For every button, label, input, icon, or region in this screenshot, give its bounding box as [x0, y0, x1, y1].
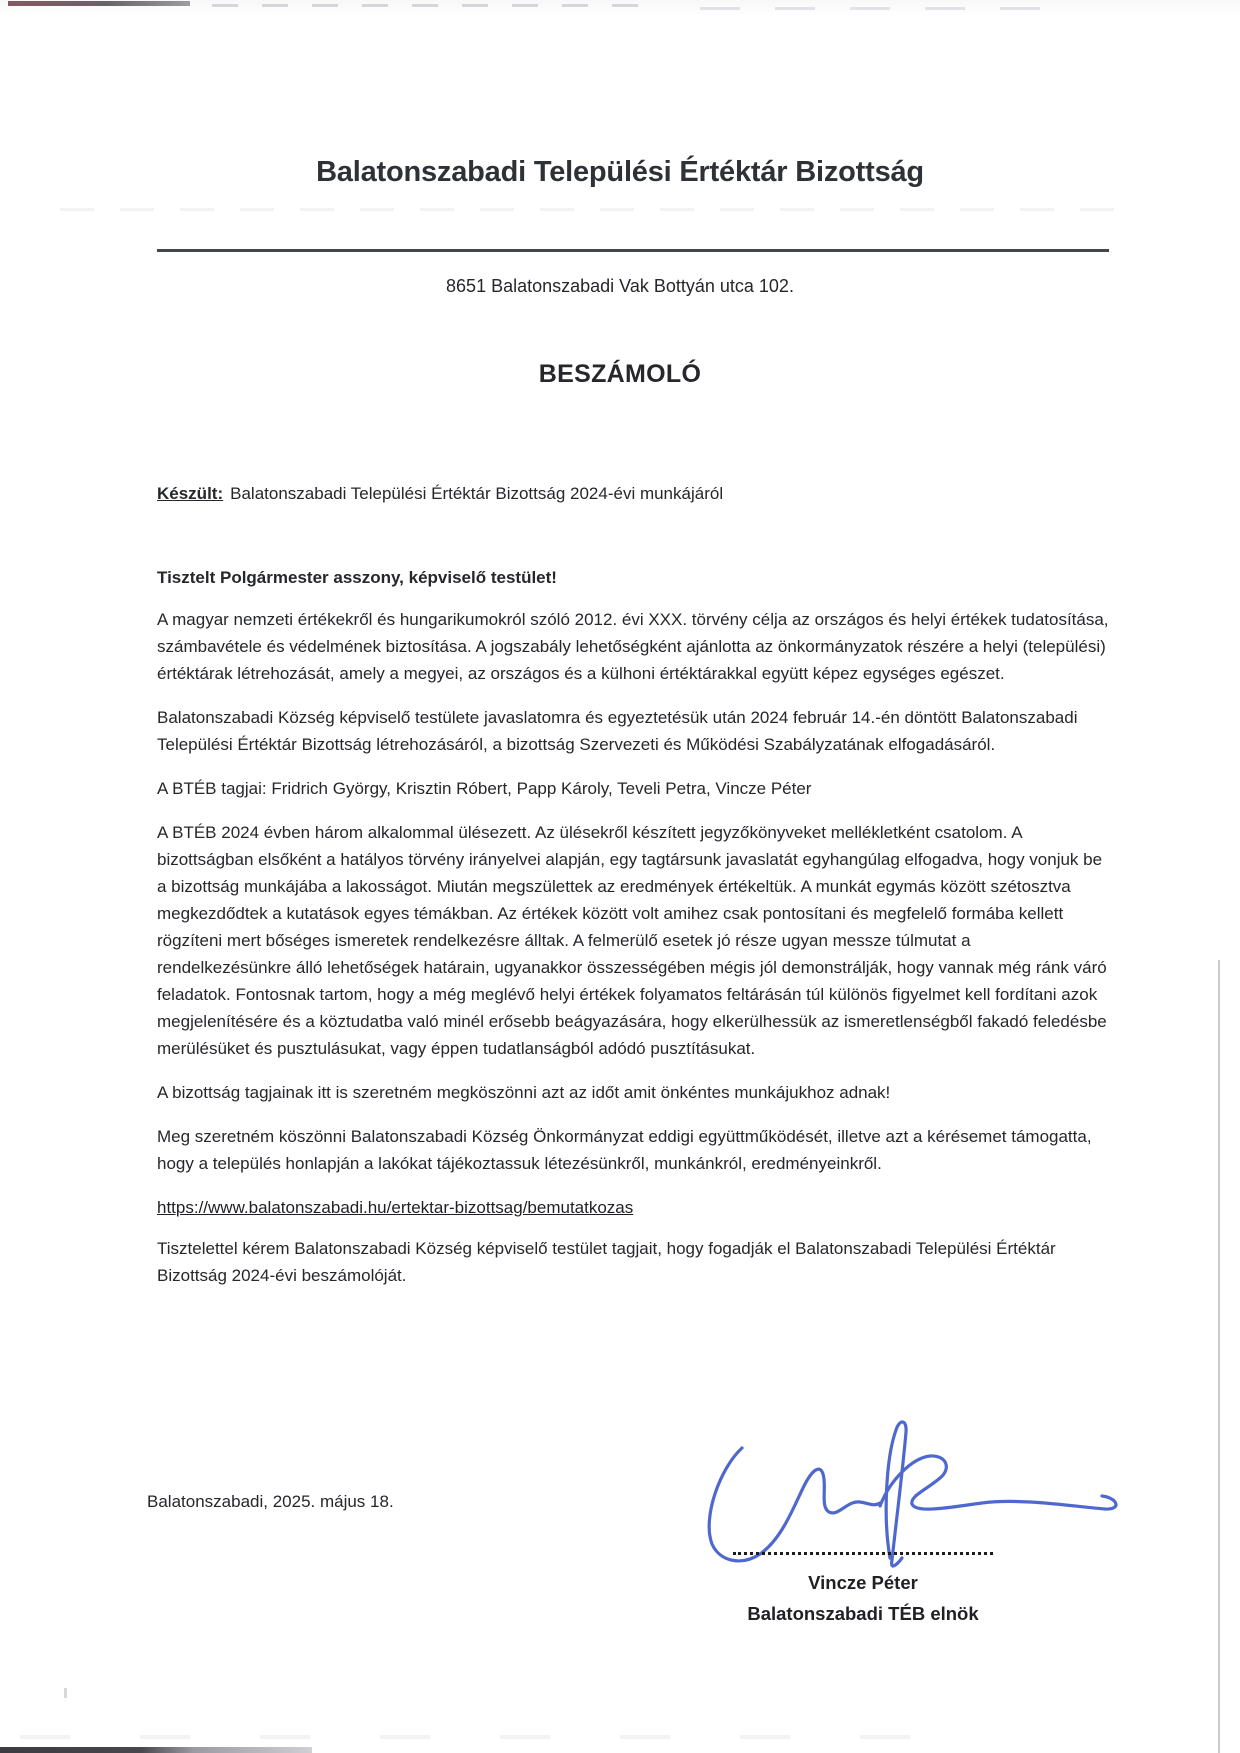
scan-artifact-header-dashes: [60, 208, 1140, 211]
paragraph-request: Tisztelettel kérem Balatonszabadi Község képviselő testület tagjait, hogy fogadják el Balatonszabadi Települési Értéktár Bizottság 2024-évi beszámolóját.: [157, 1239, 1056, 1285]
signature-block: [690, 1572, 1036, 1625]
scan-artifact-bottom-strip: [0, 1747, 312, 1753]
made-for-label: Készült:: [157, 484, 224, 503]
scan-artifact-bottom-smudge: [20, 1735, 980, 1739]
scan-artifact-top-left: [8, 1, 190, 6]
organization-title: Balatonszabadi Települési Értéktár Bizottság: [316, 156, 924, 188]
made-for-text: Balatonszabadi Települési Értéktár Bizottság 2024-évi munkájáról: [230, 484, 724, 503]
document-body: [157, 480, 1109, 1306]
header-divider-line: [157, 249, 1109, 252]
paragraph-law: A magyar nemzeti értékekről és hungarikumokról szóló 2012. évi XXX. törvény célja az országos és helyi értékek tudatosítása, számbavétele és védelmének biztosítása. A jogszabály lehetőségként ajánlotta az önkormányzatok részére a helyi (települési) értéktárak létrehozását, amely a megyei, az országos és a külhoni értéktárakkal együtt képez egységes egészet.: [157, 610, 1109, 683]
website-link[interactable]: https://www.balatonszabadi.hu/ertektar-bizottsag/bemutatkozas: [157, 1198, 634, 1217]
made-for-line: [157, 480, 1109, 507]
signer-name: Vincze Péter: [808, 1572, 918, 1593]
paragraph-thanks-municipality: Meg szeretném köszönni Balatonszabadi Község Önkormányzat eddigi együttműködését, illetve azt a kérésemet támogatta, hogy a település honlapján a lakókat tájékoztassuk létezésünkről, munkánkról, eredményeinkről.: [157, 1127, 1092, 1173]
scan-artifact-top-dashes: [212, 4, 642, 7]
signer-title: Balatonszabadi TÉB elnök: [747, 1603, 979, 1624]
organization-address: 8651 Balatonszabadi Vak Bottyán utca 102.: [446, 276, 794, 296]
date-line: Balatonszabadi, 2025. május 18.: [147, 1492, 394, 1511]
signature-dotted-line: [733, 1536, 993, 1555]
salutation: Tisztelt Polgármester asszony, képviselő testület!: [157, 568, 557, 587]
document-type-heading: BESZÁMOLÓ: [538, 360, 702, 388]
website-link-line: [157, 1194, 1109, 1221]
scan-artifact-top-right-dashes: [700, 7, 1040, 10]
scan-artifact-speck: [64, 1688, 67, 1698]
scan-artifact-right-edge: [1218, 960, 1220, 1753]
paragraph-decision: Balatonszabadi Község képviselő testülete javaslatomra és egyeztetésük után 2024 február 14.-én döntött Balatonszabadi Települési Értéktár Bizottság létrehozásáról, a bizottság Szervezeti és Működési Szabályzatának elfogadásáról.: [157, 708, 1078, 754]
paragraph-thanks-members: A bizottság tagjainak itt is szeretném megköszönni azt az időt amit önkéntes munkájukhoz adnak!: [157, 1083, 891, 1102]
paragraph-members: A BTÉB tagjai: Fridrich György, Krisztin Róbert, Papp Károly, Teveli Petra, Vincze Péter: [157, 779, 812, 798]
paragraph-work-report: A BTÉB 2024 évben három alkalommal ülésezett. Az ülésekről készített jegyzőkönyveket mellékletként csatolom. A bizottságban elsőként a hatályos törvény irányelvei alapján, egy tagtársunk javaslatát egyhangúlag elfogadva, hogy vonjuk be a bizottság munkájába a lakosságot. Miután megszülettek az eredmények értékeltük. A munkát egymás között szétosztva megkezdődtek a kutatások egyes témákban. Az értékek között volt amihez csak pontosítani és megfelelő formába kellett rögzíteni mert bőséges ismeretek rendelkezésre álltak. A felmerülő esetek jó része ugyan messze túlmutat a rendelkezésünkre álló lehetőségek határain, ugyanakkor összességében mégis jól demonstrálják, hogy vannak még ránk váró feladatok. Fontosnak tartom, hogy a még meglévő helyi értékek folyamatos feltárásán túl különös figyelmet kell fordítani azok megjelenítésére és a köztudatba való minél erősebb beágyazására, hogy elkerülhessük az ismeretlenségből fakadó feledésbe merülésüket és pusztulásukat, vagy éppen tudatlanságból adódó pusztításukat.: [157, 823, 1107, 1058]
